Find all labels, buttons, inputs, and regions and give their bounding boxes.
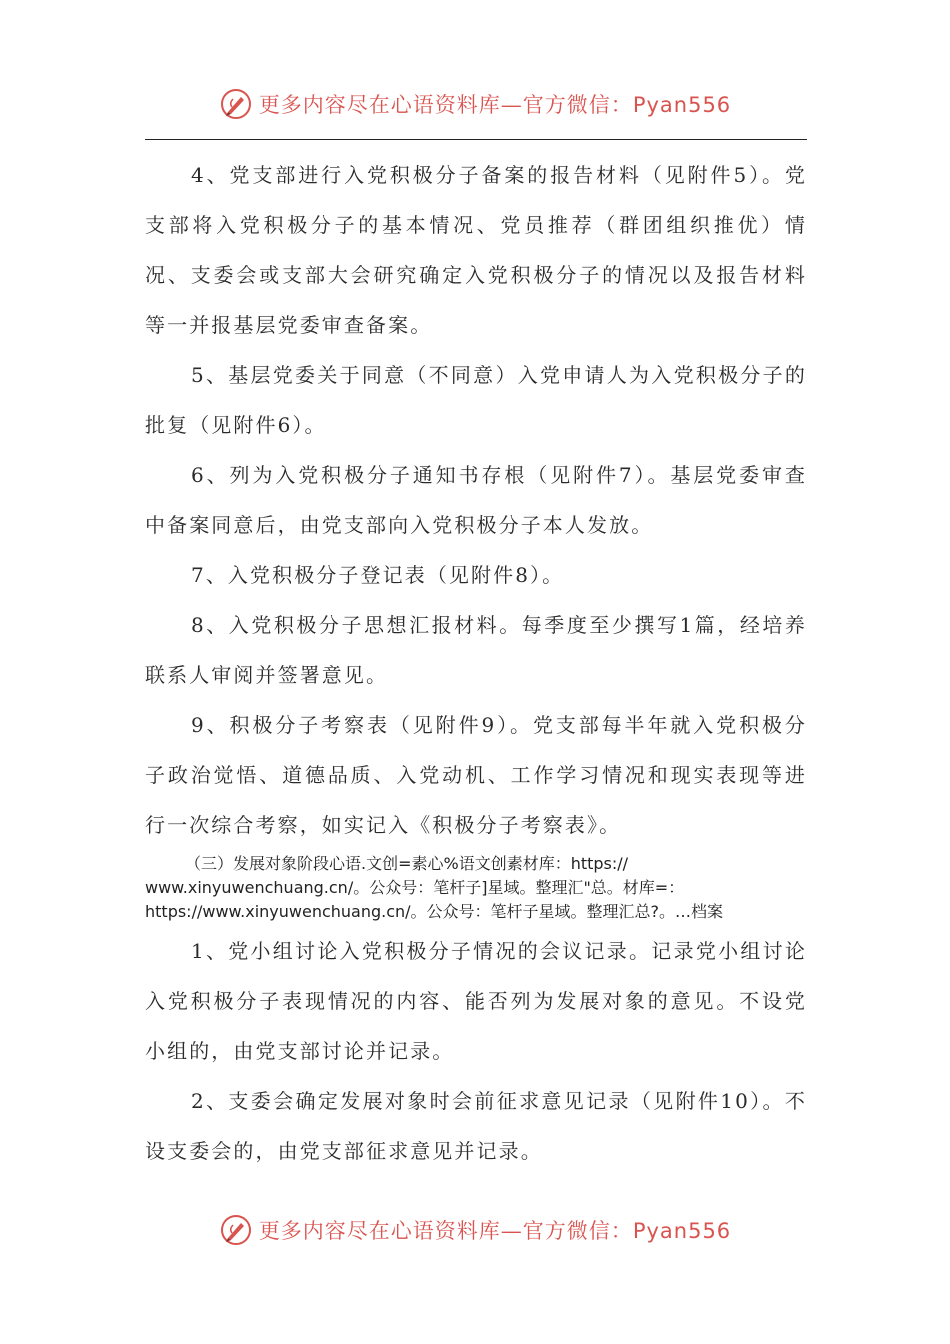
section-heading: （三）发展对象阶段心语.文创=素心%语文创素材库：https:// www.xinyuwenchuang.cn/。公众号：笔杆子]星域。整理汇"总。材库=：https://www.xinyuwenchuang.cn/。公众号：笔杆子星域。整理汇总?。…档案 [145,854,724,921]
footer-wechat-id: Pyan556 [632,1219,732,1243]
footer-banner-text: 更多内容尽在心语资料库—官方微信： [258,1219,633,1243]
paragraph-item-6: 6、列为入党积极分子通知书存根（见附件7）。基层党委审查中备案同意后，由党支部向入党积极分子本人发放。 [145,463,807,537]
pen-logo-icon [219,87,253,121]
paragraph-item-8: 8、入党积极分子思想汇报材料。每季度至少撰写1篇，经培养联系人审阅并签署意见。 [145,613,807,687]
paragraph-item-9: 9、积极分子考察表（见附件9）。党支部每半年就入党积极分子政治觉悟、道德品质、入党动机、工作学习情况和现实表现等进行一次综合考察，如实记入《积极分子考察表》。 [145,713,807,837]
pen-logo-icon [219,1213,253,1247]
document-body [145,150,807,1176]
header-wechat-id: Pyan556 [632,93,732,117]
paragraph-item-5: 5、基层党委关于同意（不同意）入党申请人为入党积极分子的批复（见附件6）。 [145,363,807,437]
header-banner [0,84,950,124]
footer-banner [0,1210,950,1250]
paragraph-item-4: 4、党支部进行入党积极分子备案的报告材料（见附件5）。党支部将入党积极分子的基本情况、党员推荐（群团组织推优）情况、支委会或支部大会研究确定入党积极分子的情况以及报告材料等一并报基层党委审查备案。 [145,163,807,337]
header-banner-text: 更多内容尽在心语资料库—官方微信： [258,93,633,117]
paragraph-record-2: 2、支委会确定发展对象时会前征求意见记录（见附件10）。不设支委会的，由党支部征求意见并记录。 [145,1089,807,1163]
paragraph-record-1: 1、党小组讨论入党积极分子情况的会议记录。记录党小组讨论入党积极分子表现情况的内容、能否列为发展对象的意见。不设党小组的，由党支部讨论并记录。 [145,939,807,1063]
header-divider [145,139,807,140]
paragraph-item-7: 7、入党积极分子登记表（见附件8）。 [191,563,565,587]
